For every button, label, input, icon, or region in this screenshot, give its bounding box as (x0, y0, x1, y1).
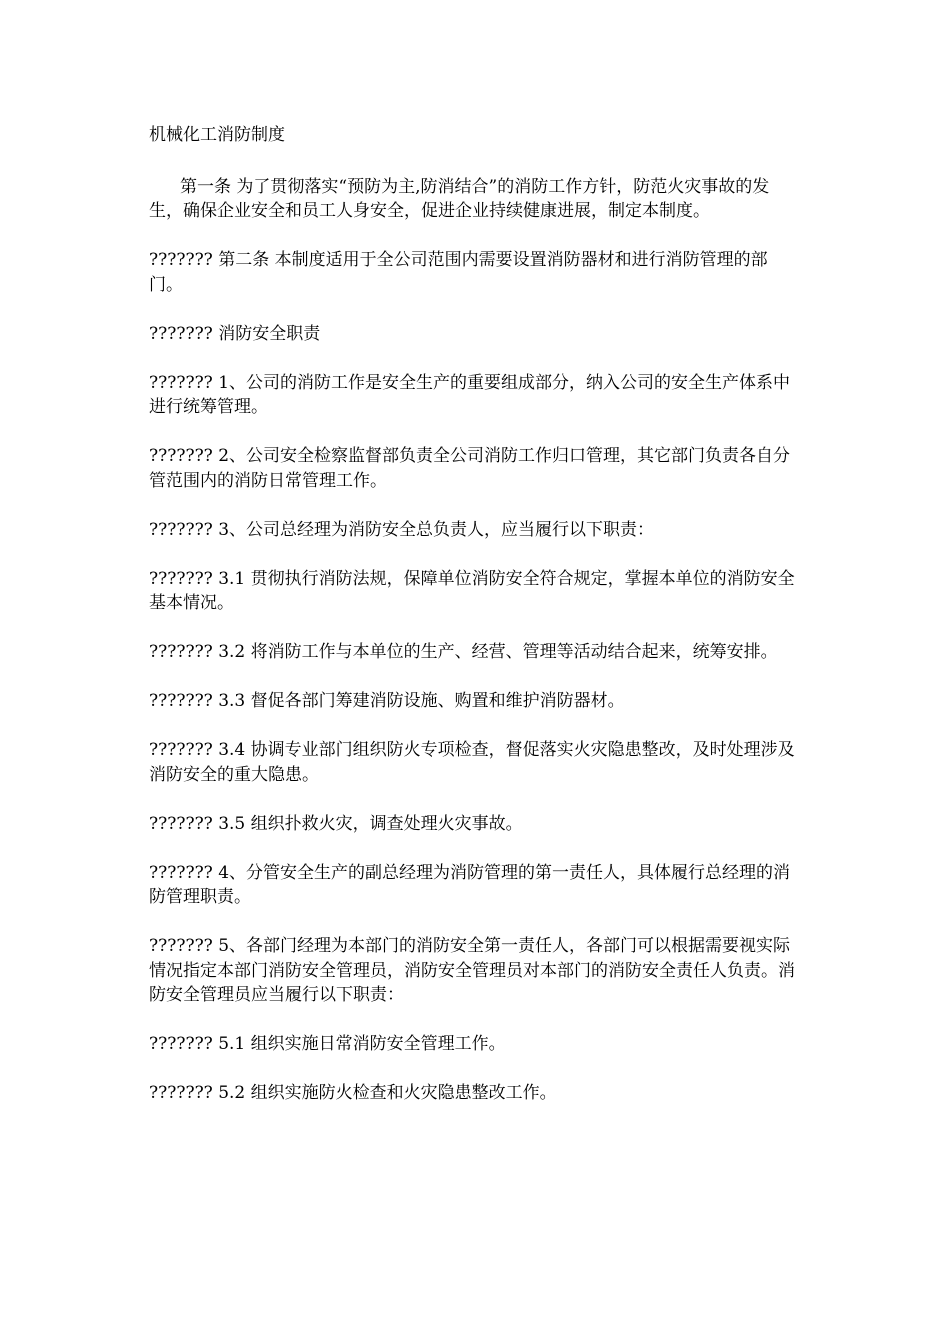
paragraph-item-2: ??????? 2、公司安全检察监督部负责全公司消防工作归口管理，其它部门负责各自分管范围内的消防日常管理工作。 (149, 446, 791, 491)
paragraph-item-5: ??????? 5、各部门经理为本部门的消防安全第一责任人，各部门可以根据需要视实际情况指定本部门消防安全管理员，消防安全管理员对本部门的消防安全责任人负责。消防安全管理员应当履行以下职责： (149, 936, 795, 1005)
paragraph-item-3-3: ??????? 3.3 督促各部门筹建消防设施、购置和维护消防器材。 (149, 691, 625, 711)
paragraph-item-4: ??????? 4、分管安全生产的副总经理为消防管理的第一责任人，具体履行总经理的消防管理职责。 (149, 862, 791, 907)
document-body (149, 123, 801, 1130)
paragraph-item-3: ??????? 3、公司总经理为消防安全总负责人，应当履行以下职责： (149, 519, 655, 540)
paragraph-item-5-1: ??????? 5.1 组织实施日常消防安全管理工作。 (149, 1034, 506, 1054)
paragraph-item-3-1: ??????? 3.1 贯彻执行消防法规，保障单位消防安全符合规定，掌握本单位的消防安全基本情况。 (149, 568, 795, 613)
paragraph-item-3-5: ??????? 3.5 组织扑救火灾，调查处理火灾事故。 (149, 813, 523, 834)
document-title: 机械化工消防制度 (149, 125, 285, 145)
paragraph-article-1: 第一条 为了贯彻落实“预防为主,防消结合”的消防工作方针，防范火灾事故的发生，确保企业安全和员工人身安全，促进企业持续健康进展，制定本制度。 (149, 176, 770, 221)
section-heading-fire-safety-duties: ??????? 消防安全职责 (149, 323, 321, 344)
paragraph-item-1: ??????? 1、公司的消防工作是安全生产的重要组成部分，纳入公司的安全生产体系中进行统筹管理。 (149, 372, 791, 417)
paragraph-article-2: ??????? 第二条 本制度适用于全公司范围内需要设置消防器材和进行消防管理的部门。 (149, 250, 768, 295)
paragraph-item-3-4: ??????? 3.4 协调专业部门组织防火专项检查，督促落实火灾隐患整改，及时处理涉及消防安全的重大隐患。 (149, 740, 795, 785)
paragraph-item-5-2: ??????? 5.2 组织实施防火检查和火灾隐患整改工作。 (149, 1083, 557, 1103)
paragraph-item-3-2: ??????? 3.2 将消防工作与本单位的生产、经营、管理等活动结合起来，统筹安排。 (149, 642, 778, 662)
